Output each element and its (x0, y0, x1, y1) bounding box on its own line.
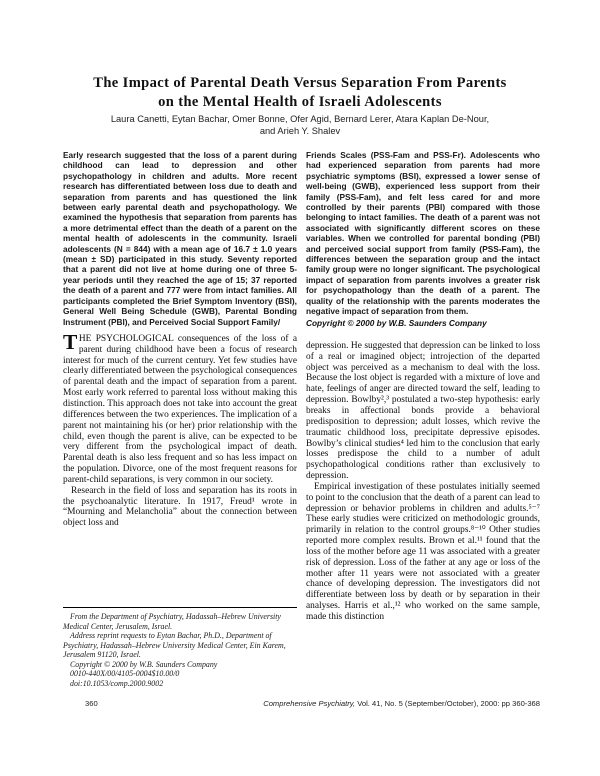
left-column (63, 150, 297, 681)
authors (40, 114, 560, 137)
title-line-1: The Impact of Parental Death Versus Separation From Parents (93, 75, 507, 91)
two-column-layout (63, 150, 540, 681)
title-line-2: on the Mental Health of Israeli Adolescents (158, 94, 442, 110)
body-paragraph-2: Research in the field of loss and separation has its roots in the psychoanalytic literature. In 1917, Freud¹ wrote in “Mourning and Melancholia” about the connection between object loss and (63, 485, 297, 529)
body-paragraph-1-text: HE PSYCHOLOGICAL consequences of the loss of a parent during childhood have been a focus of research interest for much of the current century. Yet few studies have clearly differentiated between the psychological consequences of parental death and the impact of separation from a parent. Most early work referred to parental loss without making this distinction. This approach does not take into account the great differences between the two experiences. The implication of a parent not maintaining his (or her) prior relationship with the child, even though the parent is alive, can be expected to be very different from the psychological impact of death. Parental death is also less frequent and so has less impact on the population. Divorce, one of the most frequent reasons for parent-child separations, is very common in our society. (63, 333, 297, 485)
journal-citation (263, 699, 540, 708)
abstract-left: Early research suggested that the loss of a parent during childhood can lead to depression and other psychopathology in children and adults. More recent research has differentiated between loss due to death and separation from parents and has questioned the link between early parental death and psychopathology. We examined the hypothesis that separation from parents has a more detrimental effect than the death of a parent on the mental health of adolescents in the community. Israeli adolescents (N = 844) with a mean age of 16.7 ± 1.0 years (mean ± SD) participated in this study. Seventy reported that a parent did not live at home during one of three 5-year periods until they reached the age of 15; 37 reported the death of a parent and 777 were from intact families. All participants completed the Brief Symptom Inventory (BSI), General Well Being Schedule (GWB), Parental Bonding Instrument (PBI), and Perceived Social Support Family/ (63, 150, 297, 327)
footnote-doi: doi:10.1053/comp.2000.9002 (70, 678, 164, 688)
footnote-issn: 0010-440X/00/4105-0004$10.00/0 (70, 669, 180, 678)
footnote-reprints: Address reprint requests to Eytan Bachar, Ph.D., Department of Psychiatry, Hadassah–Hebrew University Medical Center, Ein Karem, Jerusalem 91120, Israel. (63, 631, 286, 659)
abstract-copyright: Copyright © 2000 by W.B. Saunders Company (306, 317, 487, 328)
journal-name: Comprehensive Psychiatry, (263, 699, 356, 708)
abstract-right: Friends Scales (PSS-Fam and PSS-Fr). Adolescents who had experienced separation from parents had more psychiatric symptoms (BSI), expressed a lower sense of well-being (GWB), experienced less support from their family (PSS-Fam), and felt less cared for and more controlled by their parents (PBI) compared with those belonging to intact families. The death of a parent was not associated with significantly different scores on these variables. When we controlled for parental bonding (PBI) and perceived social support from family (PSS-Fam), the differences between the separation group and the intact family group were no longer significant. The psychological impact of separation from parents involves a greater risk for psychopathology than the death of a parent. The quality of the relationship with the parents moderates the negative impact of separation from them. (306, 150, 540, 317)
page-number: 360 (85, 699, 98, 708)
authors-line-2: and Arieh Y. Shalev (259, 125, 341, 136)
drop-cap: T (63, 333, 78, 354)
right-column (306, 150, 540, 681)
authors-line-1: Laura Canetti, Eytan Bachar, Omer Bonne, Ofer Agid, Bernard Lerer, Atara Kaplan De-Nour, (110, 114, 490, 124)
body-right (306, 341, 540, 681)
footnote-affiliation: From the Department of Psychiatry, Hadassah–Hebrew University Medical Center, Jerusalem, Israel. (63, 612, 281, 631)
page-title (40, 74, 560, 112)
body-left (63, 334, 297, 584)
body-paragraph-3: depression. He suggested that depression can be linked to loss of a real or imagined object; introjection of the departed object was perceived as a mechanism to deal with the loss. Because the lost object is regarded with a mixture of love and hate, feelings of anger are directed toward the self, leading to depression. Bowlby²,³ postulated a two-step hypothesis: early breaks in affectional bonds provide a behavioral predisposition to depression; adult losses, which revive the traumatic childhood loss, precipitate depressive episodes. Bowlby’s clinical studies⁴ led him to the conclusion that early losses predispose the child to a number of adult psychopathological conditions rather than exclusively to depression. (306, 340, 540, 482)
body-paragraph-1 (63, 334, 297, 486)
footnote-copyright: Copyright © 2000 by W.B. Saunders Company (70, 659, 218, 669)
journal-citation-rest: Vol. 41, No. 5 (September/October), 2000: pp 360-368 (355, 699, 540, 708)
body-paragraph-4: Empirical investigation of these postulates initially seemed to point to the conclusion that the death of a parent can lead to depression or behavior problems in children and adults.⁵⁻⁷ These early studies were criticized on methodologic grounds, primarily in relation to the control groups.⁸⁻¹⁰ Other studies reported more complex results. Brown et al.¹¹ found that the loss of the mother before age 11 was associated with a greater risk of depression. Loss of the father at any age or loss of the mother after 11 years were not associated with a greater chance of developing depression. The investigators did not differentiate between loss by death or by separation in their analyses. Harris et al.,¹² who worked on the same sample, made this distinction (306, 481, 540, 622)
page-footer (63, 699, 540, 708)
author-footnote (63, 607, 297, 688)
